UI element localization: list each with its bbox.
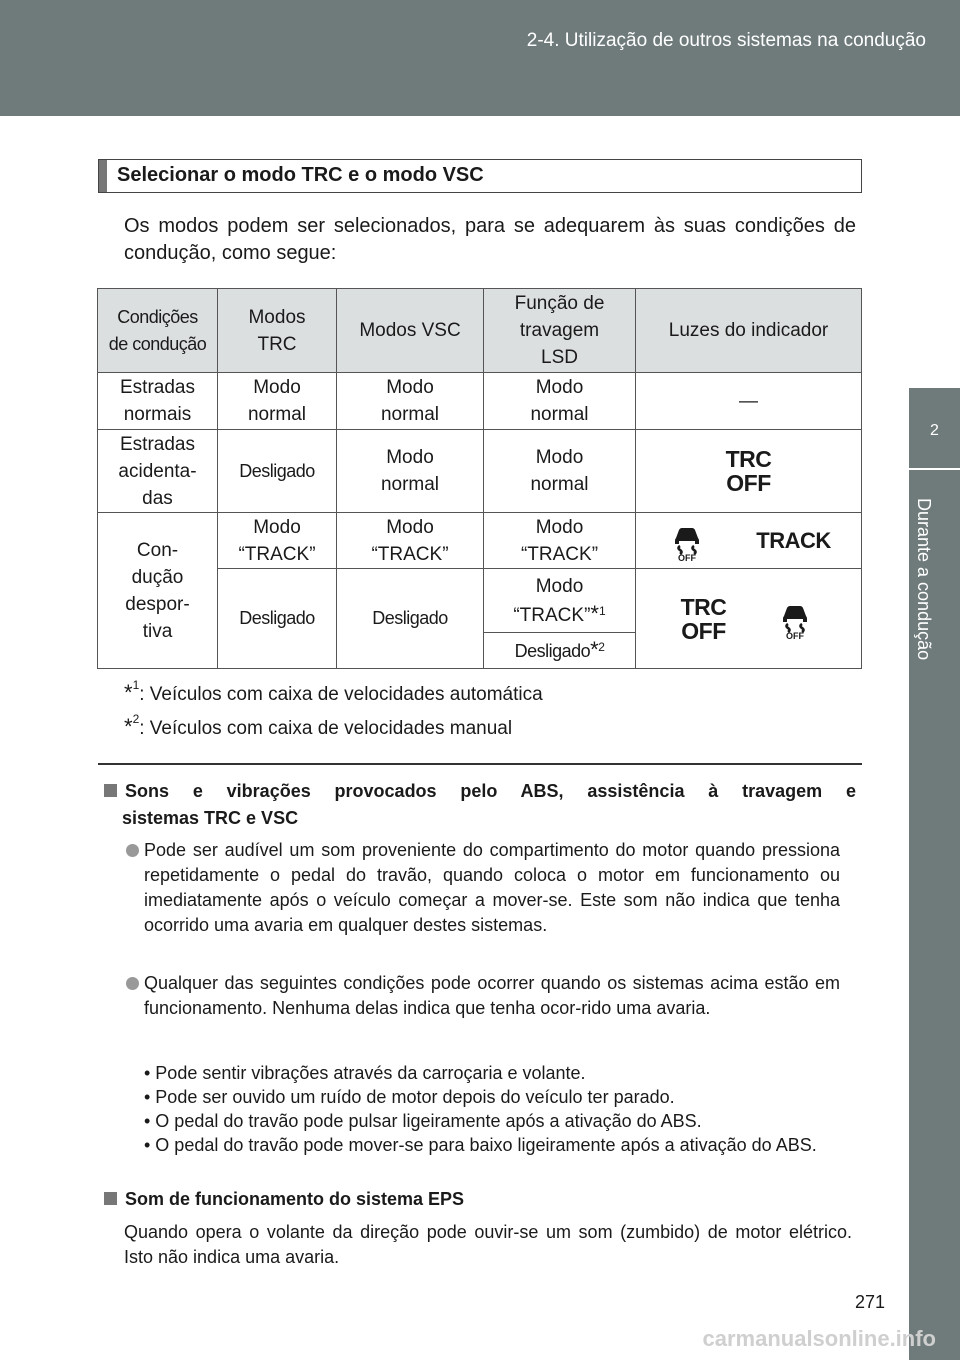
header-text: Luzes do indicador xyxy=(668,320,829,341)
cell-lsd xyxy=(484,633,636,669)
track-indicator-text: TRACK xyxy=(756,528,831,553)
indicator-text: OFF xyxy=(681,617,726,644)
cell-text: tiva xyxy=(142,620,173,642)
header-band xyxy=(0,0,960,116)
cell-text: Modo xyxy=(253,377,301,398)
running-header: 2-4. Utilização de outros sistemas na condução xyxy=(526,30,926,51)
indicator-text: TRC xyxy=(680,593,727,620)
abs-note-heading xyxy=(104,778,856,832)
cell-text: normal xyxy=(247,404,307,425)
chapter-title: Durante a condução xyxy=(914,498,934,661)
cell-text: despor- xyxy=(125,593,190,615)
cell-text: Modo xyxy=(386,516,434,538)
indicator-group xyxy=(636,520,861,562)
cell-text: normais xyxy=(123,404,192,425)
cell-vsc xyxy=(337,430,484,513)
heading-square-marker xyxy=(104,784,117,797)
chapter-number: 2 xyxy=(930,422,939,439)
footnote-star: * xyxy=(590,637,599,662)
col-header-lsd xyxy=(484,289,636,373)
bullet-dot xyxy=(126,844,139,857)
vsc-off-label: OFF xyxy=(786,630,805,640)
cell-text: normal xyxy=(380,474,440,495)
cell-text: Modo xyxy=(535,575,584,597)
cell-indicator xyxy=(636,569,862,669)
footnote-text: : Veículos com caixa de velocidades automática xyxy=(139,684,543,705)
header-text: TRC xyxy=(257,333,297,355)
page-number: 271 xyxy=(855,1292,886,1312)
footnote-2 xyxy=(124,714,512,740)
footnote-text: : Veículos com caixa de velocidades manual xyxy=(139,718,513,739)
vsc-off-skid-icon xyxy=(774,598,816,640)
header-text: Modos VSC xyxy=(359,320,461,341)
cell-text: “TRACK” xyxy=(371,543,449,565)
cell-indicator xyxy=(636,513,862,569)
cell-text: normal xyxy=(530,474,589,495)
list-item: • O pedal do travão pode pulsar ligeiramente após a ativação do ABS. xyxy=(144,1111,702,1131)
indicator-group xyxy=(636,595,861,643)
cell-text: Desligado xyxy=(372,608,448,628)
cell-text: Con- xyxy=(136,539,179,561)
cell-trc xyxy=(218,430,337,513)
cell-text: acidenta- xyxy=(118,460,197,482)
cell-lsd xyxy=(484,569,636,633)
cell-vsc xyxy=(337,373,484,430)
col-header-vsc xyxy=(337,289,484,373)
heading-text: Sons e vibrações provocados pelo ABS, assistência à travagem e xyxy=(125,781,856,801)
cell-text: Estradas xyxy=(120,377,195,398)
heading-text: Som de funcionamento do sistema EPS xyxy=(125,1189,465,1209)
cell-text: das xyxy=(142,487,173,509)
trc-off-indicator-icon xyxy=(681,595,727,643)
trc-off-indicator-icon xyxy=(636,447,861,495)
cell-text: Desligado xyxy=(514,641,591,661)
cell-trc xyxy=(218,373,337,430)
heading-line-1 xyxy=(104,778,856,805)
cell-vsc xyxy=(337,569,484,669)
chapter-number-tab xyxy=(909,388,960,468)
table-row xyxy=(98,373,862,430)
header-text: Função de xyxy=(514,293,605,314)
abs-paragraph-2: Qualquer das seguintes condições pode ocorrer quando os sistemas acima estão em funcionamento. Nenhuma delas indica que tenha ocor-rido uma avaria. xyxy=(144,973,840,1018)
table-row xyxy=(98,513,862,569)
cell-text: Desligado xyxy=(239,608,315,628)
title-marker xyxy=(99,160,107,192)
watermark: carmanualsonline.info xyxy=(702,1326,936,1351)
cell-vsc xyxy=(337,513,484,569)
header-text: LSD xyxy=(541,347,578,368)
list-item: • O pedal do travão pode mover-se para baixo ligeiramente após a ativação do ABS. xyxy=(144,1135,817,1155)
heading-square-marker xyxy=(104,1192,117,1205)
intro-paragraph: Os modos podem ser selecionados, para se adequarem às suas condições de condução, como segue: xyxy=(124,215,856,264)
cell-condition xyxy=(98,430,218,513)
cell-indicator xyxy=(636,430,862,513)
header-text: de condução xyxy=(108,333,207,354)
footnote-star: * xyxy=(590,600,599,626)
cell-text: Estradas xyxy=(120,433,195,455)
cell-text: “TRACK” xyxy=(520,543,599,565)
footnote-star: * xyxy=(124,680,133,705)
col-header-trc xyxy=(218,289,337,373)
header-text: Condições xyxy=(117,306,198,327)
footnote-number: 2 xyxy=(132,712,140,726)
section-title-box xyxy=(98,159,862,193)
heading-marker-wrap xyxy=(104,778,125,805)
col-header-conditions xyxy=(98,289,218,373)
footnote-ref: 1 xyxy=(598,603,606,618)
cell-text: normal xyxy=(380,404,440,425)
indicator-text: OFF xyxy=(726,470,771,496)
cell-text: Modo xyxy=(386,447,434,468)
cell-text: Modo xyxy=(535,516,584,538)
header-text: Modos xyxy=(248,306,306,328)
cell-condition xyxy=(98,513,218,669)
cell-indicator xyxy=(636,373,862,430)
cell-condition xyxy=(98,373,218,430)
cell-lsd xyxy=(484,373,636,430)
header-text: travagem xyxy=(519,320,600,341)
bullet-dot xyxy=(126,977,139,990)
table-row xyxy=(98,430,862,513)
cell-lsd xyxy=(484,513,636,569)
cell-text: Modo xyxy=(253,516,301,538)
cell-text: — xyxy=(739,390,758,412)
footnote-number: 1 xyxy=(132,678,140,692)
heading-text: sistemas TRC e VSC xyxy=(122,808,299,828)
col-header-indicator xyxy=(636,289,862,373)
cell-trc xyxy=(218,513,337,569)
list-item: • Pode ser ouvido um ruído de motor depois do veículo ter parado. xyxy=(144,1087,675,1107)
table-header-row xyxy=(98,289,862,373)
cell-text: dução xyxy=(131,566,184,588)
footnote-1 xyxy=(124,680,543,706)
vsc-off-label: OFF xyxy=(678,552,697,562)
cell-lsd xyxy=(484,430,636,513)
list-item: • Pode sentir vibrações através da carroçaria e volante. xyxy=(144,1063,586,1083)
eps-paragraph: Quando opera o volante da direção pode ouvir-se um som (zumbido) de motor elétrico. Isto não indica uma avaria. xyxy=(124,1222,852,1267)
footnote-ref: 2 xyxy=(598,640,605,654)
cell-text: Modo xyxy=(535,377,584,398)
abs-paragraph-1: Pode ser audível um som proveniente do compartimento do motor quando pressiona repetidamente o pedal do travão, quando coloca o motor em funcionamento ou imediatamente após o veículo começar a mover-se. Este som não indica que tenha ocorrido uma avaria em qualquer destes sistemas. xyxy=(144,840,840,935)
section-divider xyxy=(98,763,862,765)
cell-text: Modo xyxy=(535,447,584,468)
cell-text: Modo xyxy=(386,377,434,398)
cell-text-with-note xyxy=(484,600,635,629)
section-title: Selecionar o modo TRC e o modo VSC xyxy=(117,164,484,186)
footnote-star: * xyxy=(124,714,133,739)
cell-text: normal xyxy=(530,404,589,425)
cell-text: “TRACK” xyxy=(513,604,591,626)
cell-trc xyxy=(218,569,337,669)
eps-note-heading xyxy=(104,1186,464,1213)
indicator-text: TRC xyxy=(725,446,772,472)
cell-text: “TRACK” xyxy=(238,543,316,565)
vsc-off-skid-icon xyxy=(666,520,708,562)
cell-text: Desligado xyxy=(239,460,315,481)
modes-table xyxy=(97,288,862,669)
